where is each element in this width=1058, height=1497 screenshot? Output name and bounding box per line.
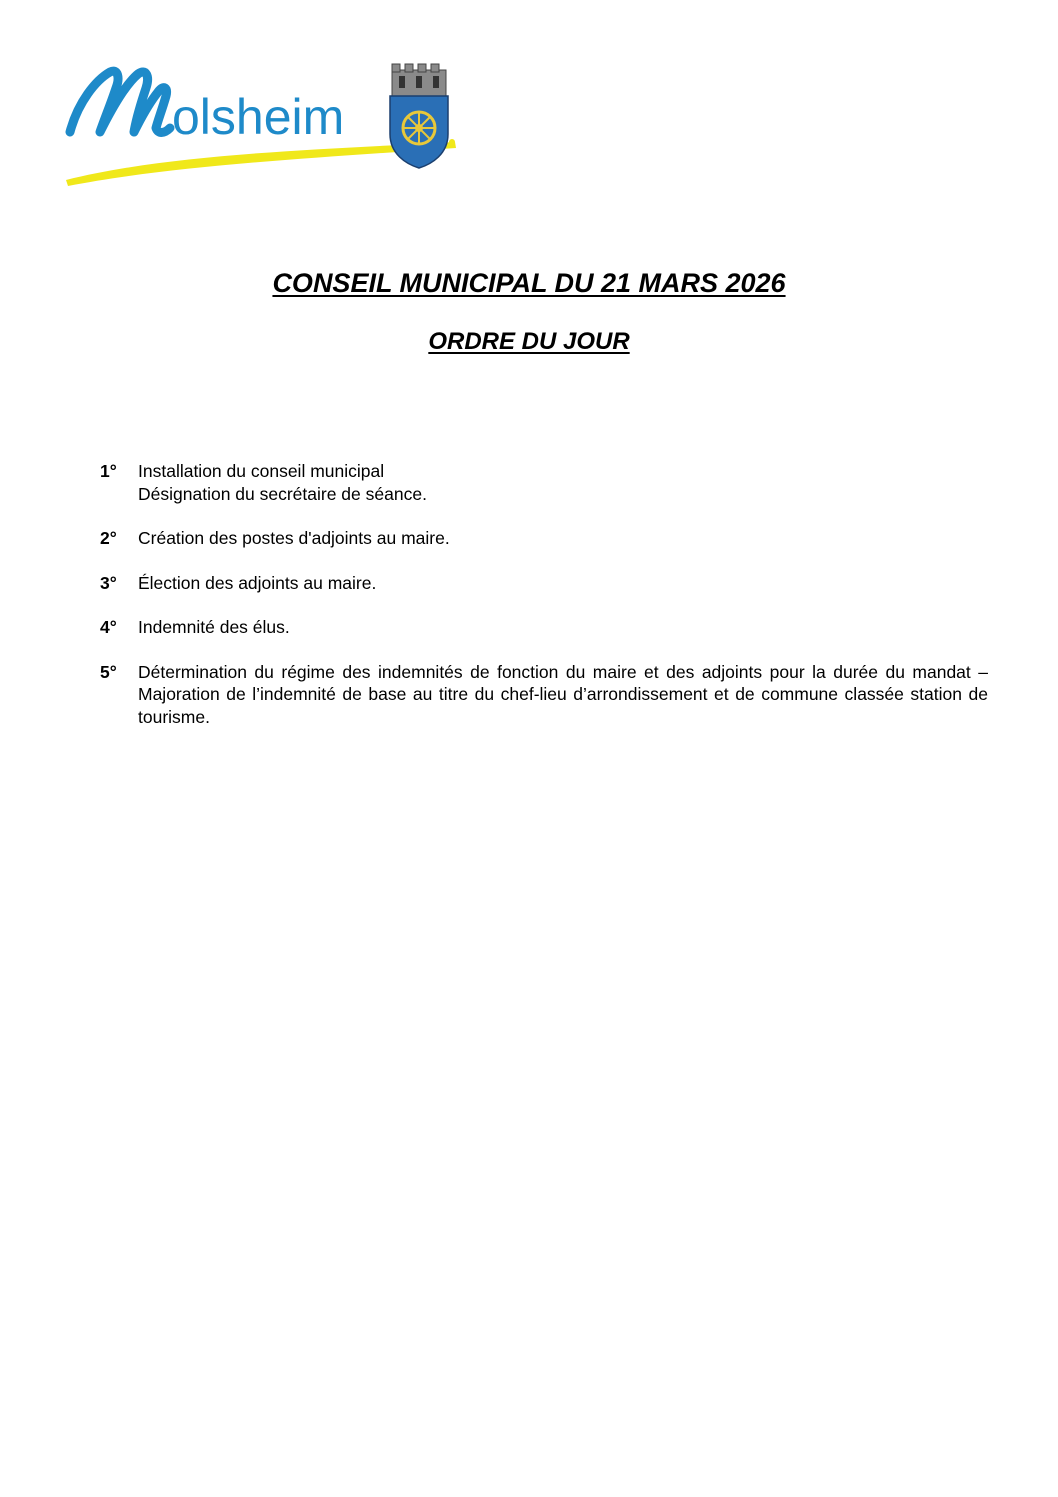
agenda-item-text: [138, 460, 988, 505]
agenda-item-line: Détermination du régime des indemnités de fonction du maire et des adjoints pour la durée du mandat – Majoration de l’indemnité de base au titre du chef-lieu d’arrondissement et de commune classée station de tourisme.: [138, 661, 988, 727]
agenda-item-line: Désignation du secrétaire de séance.: [138, 483, 427, 504]
agenda-item-text: [138, 572, 988, 595]
agenda-item-line: Installation du conseil municipal: [138, 461, 385, 481]
molsheim-logo: [60, 62, 470, 192]
agenda-item-3: [100, 572, 988, 595]
agenda-item-1: [100, 460, 988, 505]
agenda-item-2: [100, 527, 988, 550]
agenda-item-line: Élection des adjoints au maire.: [138, 572, 377, 593]
document-subtitle: ORDRE DU JOUR: [428, 328, 630, 355]
agenda-item-number: 5°: [100, 661, 117, 682]
agenda-item-text: [138, 616, 988, 639]
agenda-item-text: [138, 661, 988, 729]
coat-of-arms-icon: [390, 64, 455, 168]
agenda-item-text: [138, 527, 988, 550]
agenda-list: [100, 460, 988, 750]
logo-wordmark: olsheim: [172, 89, 345, 145]
molsheim-logo-graphic: [60, 62, 470, 192]
agenda-item-number: 1°: [100, 461, 117, 481]
document-title: CONSEIL MUNICIPAL DU 21 MARS 2026: [272, 268, 786, 298]
agenda-item-5: [100, 661, 988, 729]
agenda-item-number: 4°: [100, 617, 117, 637]
agenda-item-number: 3°: [100, 572, 117, 593]
script-m-letter: [70, 71, 170, 132]
agenda-item-line: Indemnité des élus.: [138, 617, 290, 637]
agenda-item-line: Création des postes d'adjoints au maire.: [138, 528, 450, 548]
agenda-item-number: 2°: [100, 528, 117, 548]
agenda-item-4: [100, 616, 988, 639]
